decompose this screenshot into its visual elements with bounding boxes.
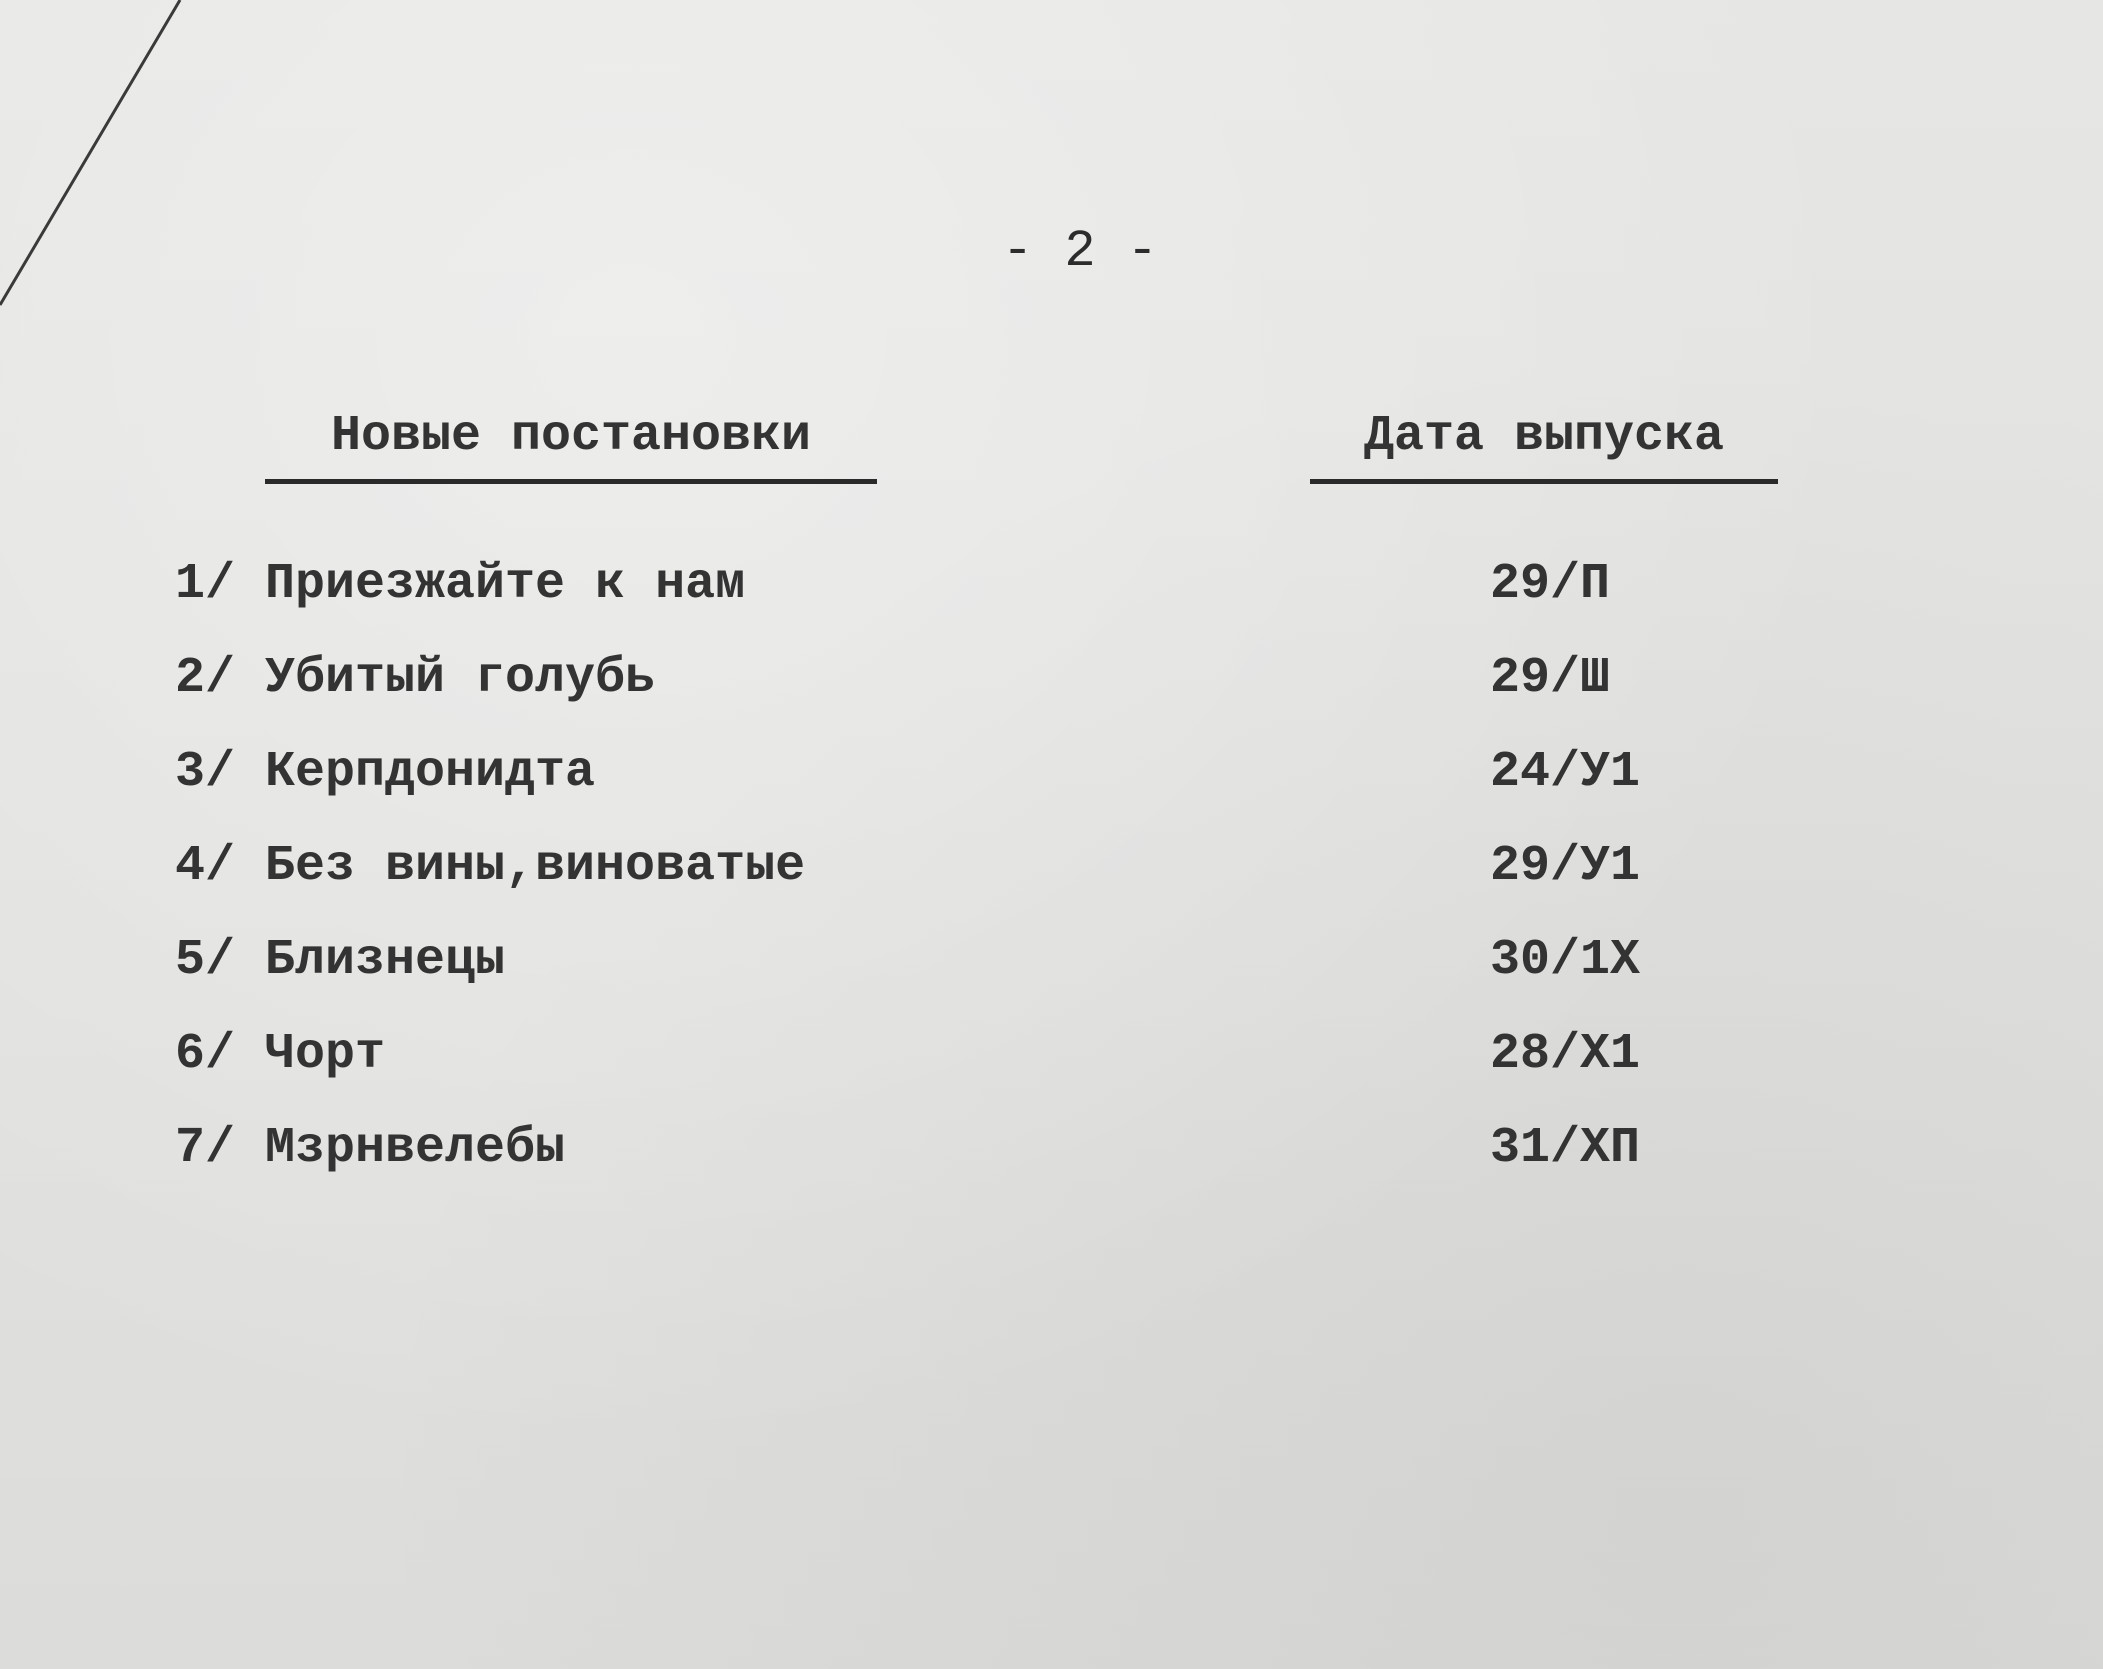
list-item-date: 28/Х1 [1490, 1026, 1641, 1083]
list-item-date: 29/У1 [1490, 838, 1641, 895]
list-item-number: 1/ [175, 556, 236, 613]
list-item-title: Керпдонидта [265, 744, 596, 801]
list-item-date: 29/П [1490, 556, 1611, 613]
column-header-release-date-label: Дата выпуска [1363, 408, 1725, 465]
column-header-productions [265, 408, 877, 484]
list-item-number: 6/ [175, 1026, 236, 1083]
column-header-productions-underline [265, 479, 877, 484]
list-item [175, 556, 1675, 650]
page-number: - 2 - [1001, 222, 1159, 281]
column-header-productions-label: Новые постановки [330, 408, 812, 465]
list-item-number: 2/ [175, 650, 236, 707]
list-item [175, 838, 1675, 932]
column-header-release-date-underline [1310, 479, 1778, 484]
list-item-title: Приезжайте к нам [265, 556, 746, 613]
list-item-title: Убитый голубь [265, 650, 656, 707]
list-item-number: 4/ [175, 838, 236, 895]
list-item-title: Без вины,виноватые [265, 838, 806, 895]
list-item-title: Близнецы [265, 932, 506, 989]
list-item [175, 744, 1675, 838]
list-item-number: 3/ [175, 744, 236, 801]
paper-fold-line [0, 0, 200, 320]
list-item-date: 30/1Х [1490, 932, 1641, 989]
list-item-title: Мзрнвелебы [265, 1120, 566, 1177]
list-item-number: 5/ [175, 932, 236, 989]
productions-list [175, 556, 1675, 1214]
list-item-date: 24/У1 [1490, 744, 1641, 801]
list-item [175, 650, 1675, 744]
list-item [175, 932, 1675, 1026]
column-header-release-date [1310, 408, 1778, 484]
list-item-title: Чорт [265, 1026, 386, 1083]
list-item-number: 7/ [175, 1120, 236, 1177]
list-item [175, 1120, 1675, 1214]
list-item-date: 29/Ш [1490, 650, 1611, 707]
list-item [175, 1026, 1675, 1120]
list-item-date: 31/ХП [1490, 1120, 1641, 1177]
